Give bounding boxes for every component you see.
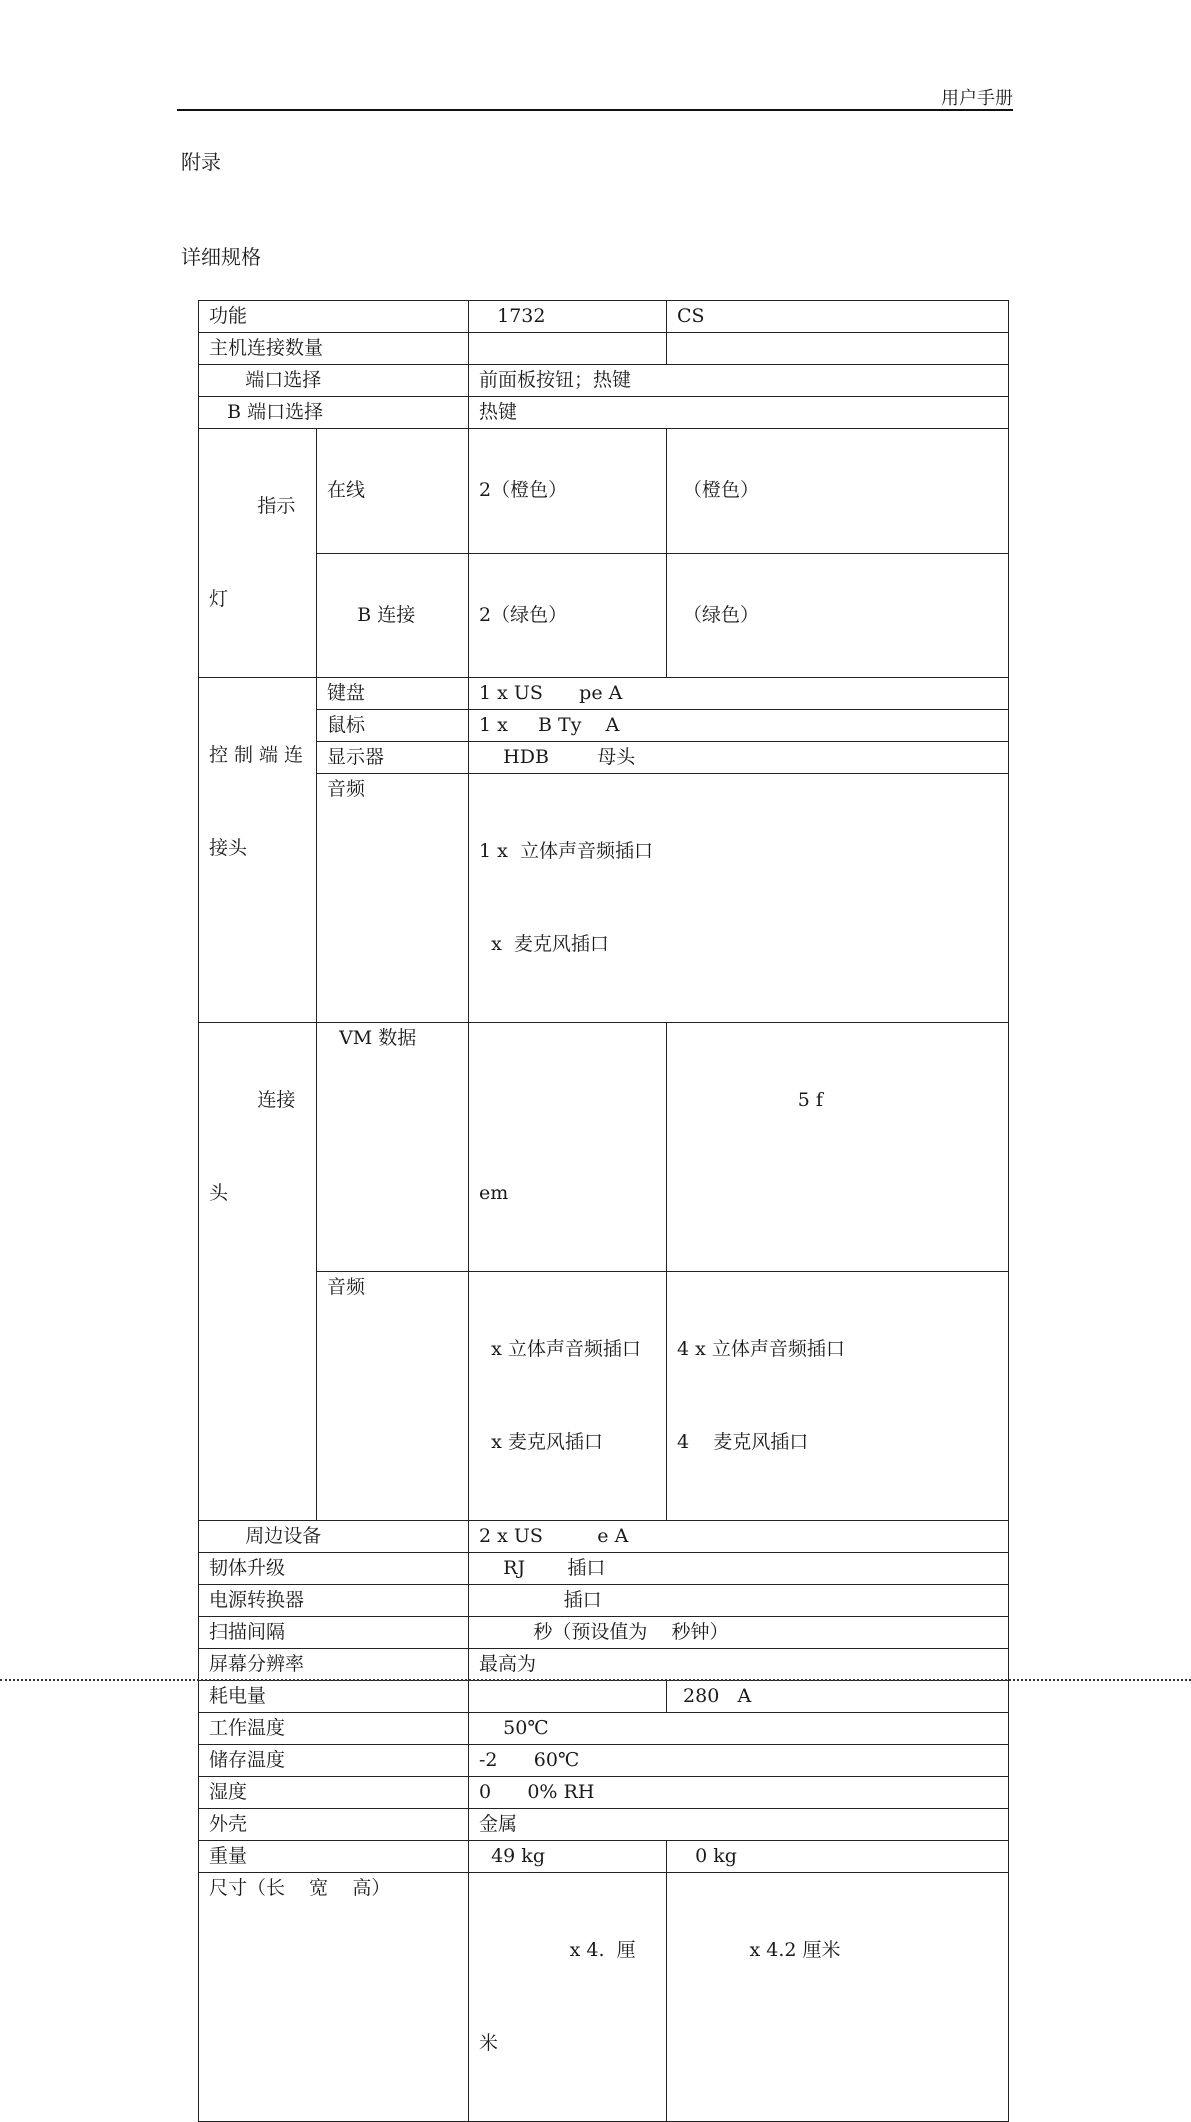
cell-value: RJ 插口 bbox=[469, 1553, 1009, 1585]
group-label-line: 灯 bbox=[209, 588, 229, 610]
cell-value bbox=[469, 333, 667, 365]
table-row bbox=[199, 1521, 1009, 1553]
sub-label: 音频 bbox=[317, 1272, 469, 1521]
sub-label: 显示器 bbox=[317, 742, 469, 774]
table-row bbox=[199, 710, 1009, 742]
cell-value bbox=[469, 1681, 667, 1713]
table-row bbox=[199, 1745, 1009, 1777]
row-label: 电源转换器 bbox=[199, 1585, 469, 1617]
row-label: 耗电量 bbox=[199, 1681, 469, 1713]
row-label: 外壳 bbox=[199, 1809, 469, 1841]
row-label: 屏幕分辨率 bbox=[199, 1649, 469, 1681]
cell-line: 4 x 立体声音频插口 bbox=[677, 1338, 845, 1360]
group-label-line: 接头 bbox=[209, 837, 248, 859]
cell-value: 1 x US pe A bbox=[469, 678, 1009, 710]
table-row bbox=[199, 333, 1009, 365]
cell-value: 280 A bbox=[667, 1681, 1009, 1713]
cell-line bbox=[677, 2028, 1008, 2059]
cell-line: 1 x 立体声音频插口 bbox=[479, 840, 653, 862]
row-label: 主机连接数量 bbox=[199, 333, 469, 365]
row-label: 周边设备 bbox=[199, 1521, 469, 1553]
sub-label: 在线 bbox=[317, 429, 469, 554]
cell-line: x 麦克风插口 bbox=[479, 1431, 603, 1453]
header-title: 用户手册 bbox=[941, 88, 1013, 109]
cell-value: 1732 bbox=[469, 301, 667, 333]
row-label: B 端口选择 bbox=[199, 397, 469, 429]
cell-value: CS bbox=[667, 301, 1009, 333]
row-label: 湿度 bbox=[199, 1777, 469, 1809]
cell-line: x 麦克风插口 bbox=[479, 933, 609, 955]
cell-value: 50℃ bbox=[469, 1713, 1009, 1745]
group-label-line: 连接 bbox=[209, 1089, 296, 1111]
cell-line: 米 bbox=[479, 2032, 499, 2054]
sub-label: 鼠标 bbox=[317, 710, 469, 742]
cell-value bbox=[667, 333, 1009, 365]
table-row bbox=[199, 774, 1009, 1023]
table-row bbox=[199, 1809, 1009, 1841]
table-row bbox=[199, 1873, 1009, 2122]
table-row bbox=[199, 742, 1009, 774]
row-label: 功能 bbox=[199, 301, 469, 333]
group-label-indicator bbox=[199, 429, 317, 678]
cell-value bbox=[469, 1272, 667, 1521]
row-label: 储存温度 bbox=[199, 1745, 469, 1777]
table-row bbox=[199, 1649, 1009, 1681]
specs-heading: 详细规格 bbox=[181, 245, 261, 269]
cell-value: 热键 bbox=[469, 397, 1009, 429]
row-label: 重量 bbox=[199, 1841, 469, 1873]
cell-value bbox=[667, 1272, 1009, 1521]
cell-value bbox=[667, 1873, 1009, 2122]
cell-line: 4 麦克风插口 bbox=[677, 1431, 809, 1453]
cell-value: 1 x B Ty A bbox=[469, 710, 1009, 742]
appendix-heading: 附录 bbox=[181, 150, 221, 174]
table-row bbox=[199, 1681, 1009, 1713]
sub-label: B 连接 bbox=[317, 553, 469, 678]
cell-value bbox=[469, 1873, 667, 2122]
cell-line: 5 f bbox=[677, 1089, 823, 1111]
table-row bbox=[199, 1777, 1009, 1809]
group-label-line: 指示 bbox=[209, 495, 296, 517]
cell-value: 插口 bbox=[469, 1585, 1009, 1617]
row-label: 尺寸（长 宽 高） bbox=[199, 1873, 469, 2122]
table-row bbox=[199, 1713, 1009, 1745]
table-row bbox=[199, 553, 1009, 678]
cell-value: 2 x US e A bbox=[469, 1521, 1009, 1553]
cell-value bbox=[469, 1023, 667, 1272]
cell-value: 最高为 bbox=[469, 1649, 1009, 1681]
bottom-dotted-border bbox=[0, 1679, 1191, 1685]
cell-value: -2 60℃ bbox=[469, 1745, 1009, 1777]
row-label: 扫描间隔 bbox=[199, 1617, 469, 1649]
table-row bbox=[199, 1617, 1009, 1649]
group-label-line: 头 bbox=[209, 1182, 229, 1204]
table-row bbox=[199, 1585, 1009, 1617]
spec-table bbox=[198, 300, 1009, 2122]
row-label: 韧体升级 bbox=[199, 1553, 469, 1585]
table-row bbox=[199, 1841, 1009, 1873]
table-row bbox=[199, 301, 1009, 333]
cell-value: 2（绿色） bbox=[469, 553, 667, 678]
cell-value: 0 kg bbox=[667, 1841, 1009, 1873]
cell-value bbox=[667, 1023, 1009, 1272]
cell-line: x 立体声音频插口 bbox=[479, 1338, 641, 1360]
table-row bbox=[199, 1023, 1009, 1272]
sub-label: 键盘 bbox=[317, 678, 469, 710]
cell-value: HDB 母头 bbox=[469, 742, 1009, 774]
cell-line bbox=[479, 1085, 666, 1116]
cell-value: 2（橙色） bbox=[469, 429, 667, 554]
cell-line bbox=[677, 1178, 1008, 1209]
cell-value bbox=[469, 774, 1009, 1023]
table-row bbox=[199, 678, 1009, 710]
cell-value: （橙色） bbox=[667, 429, 1009, 554]
group-label-console bbox=[199, 678, 317, 1023]
cell-value: 金属 bbox=[469, 1809, 1009, 1841]
table-row bbox=[199, 1272, 1009, 1521]
table-row bbox=[199, 429, 1009, 554]
sub-label: VM 数据 bbox=[317, 1023, 469, 1272]
table-row bbox=[199, 365, 1009, 397]
row-label: 端口选择 bbox=[199, 365, 469, 397]
cell-line: x 4.2 厘米 bbox=[677, 1939, 841, 1961]
cell-value: 前面板按钮；热键 bbox=[469, 365, 1009, 397]
group-label-kvm bbox=[199, 1023, 317, 1521]
cell-value: （绿色） bbox=[667, 553, 1009, 678]
sub-label: 音频 bbox=[317, 774, 469, 1023]
cell-line: em bbox=[479, 1182, 509, 1204]
header-divider bbox=[177, 109, 1013, 111]
cell-line: x 4. 厘 bbox=[479, 1939, 636, 1961]
table-row bbox=[199, 1553, 1009, 1585]
cell-value: 49 kg bbox=[469, 1841, 667, 1873]
group-label-line: 控制端连 bbox=[209, 744, 310, 766]
cell-value: 0 0% RH bbox=[469, 1777, 1009, 1809]
row-label: 工作温度 bbox=[199, 1713, 469, 1745]
table-row bbox=[199, 397, 1009, 429]
cell-value: 秒（预设值为 秒钟） bbox=[469, 1617, 1009, 1649]
